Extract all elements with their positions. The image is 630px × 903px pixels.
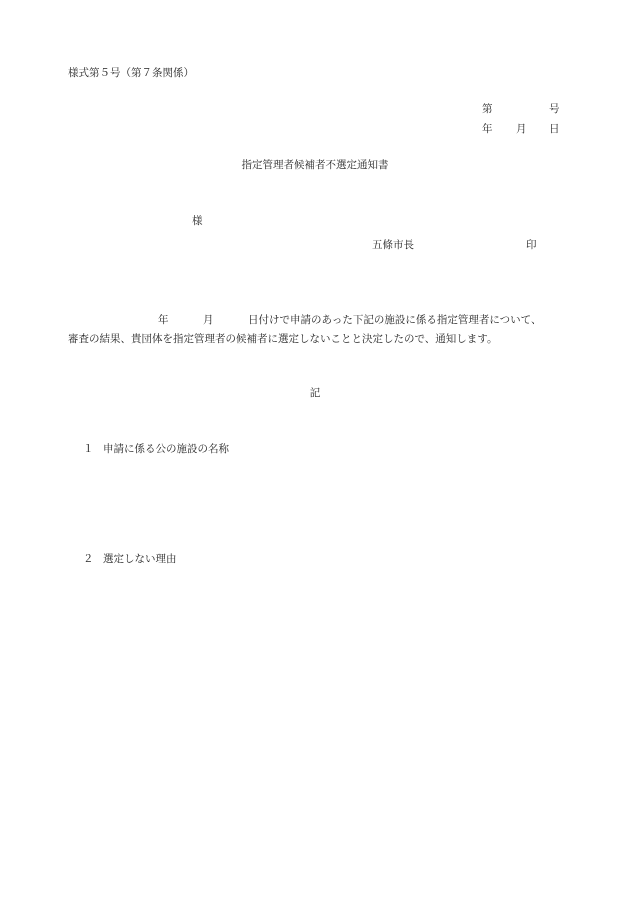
item-number: ２	[83, 553, 94, 565]
document-number-label: 第	[482, 103, 493, 115]
document-title: 指定管理者候補者不選定通知書	[241, 159, 389, 171]
body-text-line-2: 審査の結果、貴団体を指定管理者の候補者に選定しないことと決定したので、通知します。	[68, 333, 498, 345]
date-day-label: 日	[549, 123, 560, 135]
item-rejection-reason-label: 選定しない理由	[103, 553, 177, 565]
body-year-label: 年	[158, 314, 169, 326]
form-number: 様式第５号（第７条関係）	[68, 67, 194, 79]
body-month-label: 月	[203, 314, 214, 326]
item-number: １	[83, 443, 94, 455]
sender-name: 五條市長	[372, 239, 414, 251]
date-year-label: 年	[482, 123, 493, 135]
date-month-label: 月	[516, 123, 527, 135]
item-facility-name-label: 申請に係る公の施設の名称	[103, 443, 229, 455]
addressee-honorific: 様	[192, 215, 203, 227]
document-number-suffix: 号	[549, 103, 560, 115]
body-text-line-1: 日付けで申請のあった下記の施設に係る指定管理者について、	[248, 314, 542, 326]
seal-mark: 印	[526, 239, 537, 251]
record-heading: 記	[309, 387, 321, 399]
